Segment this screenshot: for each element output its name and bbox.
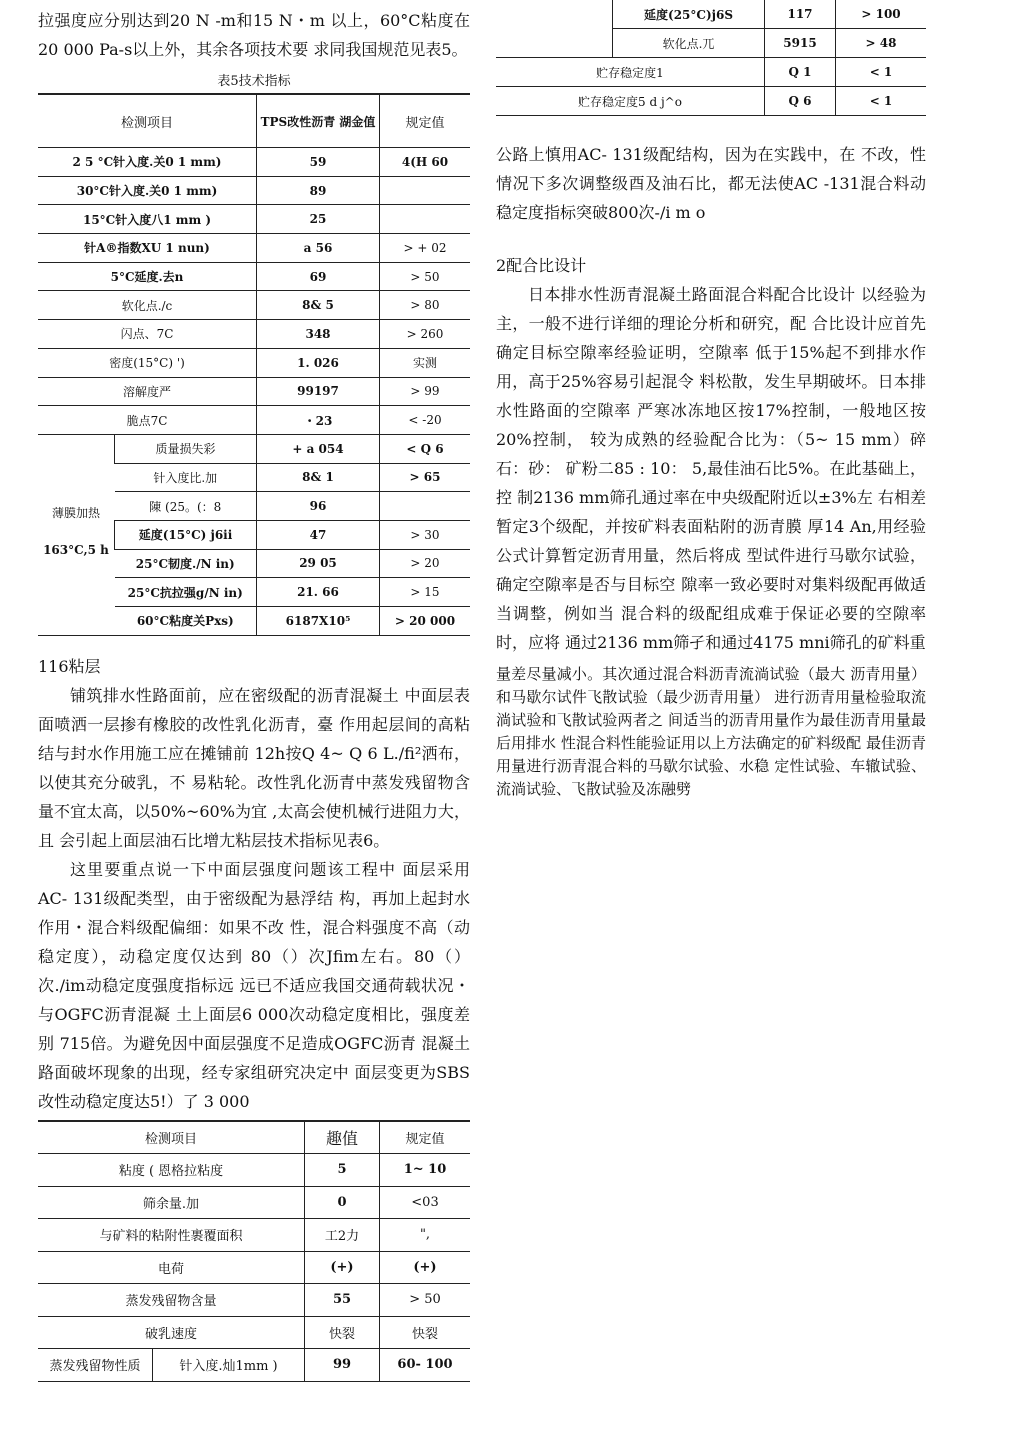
cell: 快裂 bbox=[305, 1316, 380, 1349]
cell: 89 bbox=[257, 176, 380, 205]
table-header-row bbox=[38, 94, 470, 148]
table6 bbox=[38, 1120, 470, 1382]
cell: 实测 bbox=[380, 348, 471, 377]
table6-continued bbox=[496, 0, 926, 116]
cell: > 80 bbox=[380, 291, 471, 320]
table-row bbox=[38, 291, 470, 320]
cell: > 20 bbox=[380, 549, 471, 578]
section-title-mix-design: 2配合比设计 bbox=[496, 256, 587, 275]
cell: > 48 bbox=[836, 29, 927, 58]
cell: 蒸发残留物含量 bbox=[38, 1284, 305, 1317]
table-row bbox=[38, 406, 470, 435]
header-cell: 检测项目 bbox=[38, 1121, 305, 1154]
cell: 0 bbox=[305, 1186, 380, 1219]
cell: 工2力 bbox=[305, 1219, 380, 1252]
cell: 47 bbox=[257, 520, 380, 549]
cell: 30°C针入度.关0 1 mm) bbox=[38, 176, 257, 205]
paragraph: 日本排水性沥青混凝土路面混合料配合比设计 以经验为主，一般不进行详细的理论分析和研究，配 合比设计应首先确定目标空隙率经验证明，空隙率 低于15%起不到排水作用，高于25%容易引起混令 料松散，发生早期破坏。日本排水性路面的空隙率 严寒冰冻地区按17%控制，一般地区按20%控制， 较为成熟的经验配合比为：（5~ 15 mm）碎石：砂： 矿粉二85 : 10： 5,最佳油石比5%。在此基础上，控 制2136 mm筛孔通过率在中央级配附近以±3%左 右相差暂定3个级配，并按矿料表面粘附的沥青膜 厚14 An,用经验公式计算暂定沥青用量，然后将成 型试件进行马歇尔试验，确定空隙率是否与目标空 隙率一致必要时对集料级配再做适当调整，例如当 混合料的级配组成难于保证必要的空隙率时，应将 通过2136 mm筛孑和通过4175 mni筛孔的矿料重 bbox=[496, 285, 926, 652]
cell: 60- 100 bbox=[380, 1349, 471, 1382]
group-label-cell bbox=[38, 506, 115, 635]
table-row bbox=[38, 1349, 470, 1382]
cell: 15°C针入度八1 mm ) bbox=[38, 205, 257, 234]
cell bbox=[496, 29, 613, 58]
cell: (+) bbox=[305, 1251, 380, 1284]
cell bbox=[496, 0, 613, 29]
cell: 质量损失彩 bbox=[115, 434, 257, 463]
cell: 5915 bbox=[765, 29, 836, 58]
cell: < -20 bbox=[380, 406, 471, 435]
cell: + a 054 bbox=[257, 434, 380, 463]
table-row bbox=[496, 29, 926, 58]
paragraph: 公路上慎用AC- 131级配结构，因为在实践中，在 不改，性情况下多次调整级酉及油石比，都无法使AC -131混合料动稳定度指标突破800次-/i m o bbox=[496, 145, 926, 222]
cell: 69 bbox=[257, 262, 380, 291]
cell: <03 bbox=[380, 1186, 471, 1219]
cell: 电荷 bbox=[38, 1251, 305, 1284]
cell: 25°C韧度./N in) bbox=[115, 549, 257, 578]
cell: 粘度 ( 恩格拉粘度 bbox=[38, 1154, 305, 1187]
paragraph: 量差尽量减小。其次通过混合料沥青流淌试验（最大 沥青用量）和马歇尔试件飞散试验（最少沥青用量） 进行沥青用量检验取流淌试验和飞散试验两者之 间适当的沥青用量作为最佳沥青用量最后用排水 性混合料性能验证用以上方法确定的矿料级配 最佳沥青用量进行沥青混合料的马歇尔试验、水稳 定性试验、车辙试验、流淌试验、飞散试验及冻融劈 bbox=[496, 665, 926, 798]
cell: 8& 1 bbox=[257, 463, 380, 492]
cell: 延度(25°C)j6S bbox=[613, 0, 765, 29]
table-row bbox=[38, 520, 470, 549]
paragraph: 这里要重点说一下中面层强度问题该工程中 面层采用AC- 131级配类型，由于密级配为悬浮结 构，再加上起封水作用・混合料级配偏细：如果不改 性，混合料强度不高（动稳定度），动稳定度仅达到 80（）次Jfim左右。80（）次./im动稳定度强度指标远 远已不适应我国交通荷载状况・与OGFC沥青混凝 土上面层6 000次动稳定度相比，强度差别 715倍。为避免因中面层强度不足造成OGFC沥青 混凝土路面破坏现象的出现，经专家组研究决定中 面层变更为SBS改性动稳定度达5!）了 3 000 bbox=[38, 859, 470, 1111]
right-column bbox=[496, 0, 926, 801]
table5 bbox=[38, 93, 470, 636]
cell: > 50 bbox=[380, 1284, 471, 1317]
cell: > 65 bbox=[380, 463, 471, 492]
table-row bbox=[496, 87, 926, 116]
cell: 29 05 bbox=[257, 549, 380, 578]
cell: > 30 bbox=[380, 520, 471, 549]
cell: < 1 bbox=[836, 58, 927, 87]
table-row bbox=[38, 176, 470, 205]
cell bbox=[380, 176, 471, 205]
cell: 99 bbox=[305, 1349, 380, 1382]
table-row bbox=[38, 320, 470, 349]
cell: Q 6 bbox=[765, 87, 836, 116]
cell: 25 bbox=[257, 205, 380, 234]
cell: < Q 6 bbox=[380, 434, 471, 463]
cell: 溶解度严 bbox=[38, 377, 257, 406]
intro-paragraph: 拉强度应分别达到20 N -m和15 N・m 以上，60°C粘度在20 000 Pa-s以上外，其余各项技术要 求同我国规范见表5。 bbox=[38, 11, 470, 59]
cell bbox=[380, 492, 471, 521]
cell: 闪点、7C bbox=[38, 320, 257, 349]
table-row bbox=[496, 58, 926, 87]
table5-caption: 表5技术指标 bbox=[217, 74, 291, 89]
table-row bbox=[38, 1154, 470, 1187]
table-row bbox=[38, 1284, 470, 1317]
cell: 117 bbox=[765, 0, 836, 29]
cell: 1. 026 bbox=[257, 348, 380, 377]
cell: (+) bbox=[380, 1251, 471, 1284]
cell: > + 02 bbox=[380, 234, 471, 263]
cell: 60°C粘度关Pxs) bbox=[115, 607, 257, 636]
cell: > 50 bbox=[380, 262, 471, 291]
header-cell: 趣值 bbox=[305, 1121, 380, 1154]
table-row bbox=[38, 1251, 470, 1284]
cell: > 99 bbox=[380, 377, 471, 406]
cell: 1~ 10 bbox=[380, 1154, 471, 1187]
cell: > 100 bbox=[836, 0, 927, 29]
header-cell: 规定值 bbox=[380, 1121, 471, 1154]
cell: 2 5 °C针入度.关0 1 mm) bbox=[38, 148, 257, 177]
group-label-1: 薄膜加热 bbox=[51, 506, 100, 521]
table-row bbox=[38, 234, 470, 263]
cell: ", bbox=[380, 1219, 471, 1252]
cell: 筛余量.加 bbox=[38, 1186, 305, 1219]
cell: 96 bbox=[257, 492, 380, 521]
cell: 5 bbox=[305, 1154, 380, 1187]
cell: 55 bbox=[305, 1284, 380, 1317]
cell: 陳 (25。(：8 bbox=[115, 492, 257, 521]
table-header-row bbox=[38, 1121, 470, 1154]
cell: ・23 bbox=[257, 406, 380, 435]
header-cell: TPS改性沥青 湖金值 bbox=[257, 94, 380, 148]
cell: 21. 66 bbox=[257, 578, 380, 607]
table-row bbox=[38, 434, 470, 463]
cell: Q 1 bbox=[765, 58, 836, 87]
cell: a 56 bbox=[257, 234, 380, 263]
cell: 25°C抗拉强g/N in) bbox=[115, 578, 257, 607]
table-row bbox=[496, 0, 926, 29]
cell: 99197 bbox=[257, 377, 380, 406]
cell: 348 bbox=[257, 320, 380, 349]
cell: 针入度.灿1mm ) bbox=[153, 1349, 305, 1382]
table-row bbox=[38, 1219, 470, 1252]
table-row bbox=[38, 1316, 470, 1349]
cell: 贮存稳定度5 d j^o bbox=[496, 87, 765, 116]
cell: 8& 5 bbox=[257, 291, 380, 320]
cell: 4(H 60 bbox=[380, 148, 471, 177]
cell: 破乳速度 bbox=[38, 1316, 305, 1349]
cell: 与矿料的粘附性裹覆面积 bbox=[38, 1219, 305, 1252]
cell: 软化点./c bbox=[38, 291, 257, 320]
table-row bbox=[38, 1186, 470, 1219]
table-row bbox=[38, 348, 470, 377]
section-title-tack-coat: 116粘层 bbox=[38, 656, 101, 676]
header-cell: 规定值 bbox=[380, 94, 471, 148]
cell: 6187X10⁵ bbox=[257, 607, 380, 636]
cell: 软化点.兀 bbox=[613, 29, 765, 58]
cell: 59 bbox=[257, 148, 380, 177]
cell: 脆点7C bbox=[38, 406, 257, 435]
cell: 贮存稳定度1 bbox=[496, 58, 765, 87]
cell: 5°C延度.去n bbox=[38, 262, 257, 291]
table-row bbox=[38, 377, 470, 406]
group-label-2: 163°C,5 h bbox=[43, 543, 109, 558]
cell: 针A®指数XU 1 nun) bbox=[38, 234, 257, 263]
cell: 延度(15°C) j6ii bbox=[115, 520, 257, 549]
cell: > 260 bbox=[380, 320, 471, 349]
table-row bbox=[38, 148, 470, 177]
cell: > 20 000 bbox=[380, 607, 471, 636]
cell: 密度(15°C) ') bbox=[38, 348, 257, 377]
cell: < 1 bbox=[836, 87, 927, 116]
cell: 针入度比.加 bbox=[115, 463, 257, 492]
paragraph: 铺筑排水性路面前，应在密级配的沥青混凝土 中面层表面喷洒一层掺有橡胶的改性乳化沥青，臺 作用起层间的高粘结与封水作用施工应在摊铺前 12h按Q 4~ Q 6 L./fi²洒布，以使其充分破乳，不 易粘轮。改性乳化沥青中蒸发残留物含量不宜太高，以50%~60%为宜 ,太高会使机械行进阻力大，且 会引起上面层油石比增尢粘层技术指标见表6。 bbox=[38, 685, 470, 850]
cell bbox=[380, 205, 471, 234]
table-row bbox=[38, 205, 470, 234]
left-column bbox=[38, 6, 470, 1382]
cell: 快裂 bbox=[380, 1316, 471, 1349]
table-row bbox=[38, 262, 470, 291]
cell: 蒸发残留物性质 bbox=[38, 1349, 153, 1382]
cell: > 15 bbox=[380, 578, 471, 607]
header-cell: 检测项目 bbox=[38, 94, 257, 148]
